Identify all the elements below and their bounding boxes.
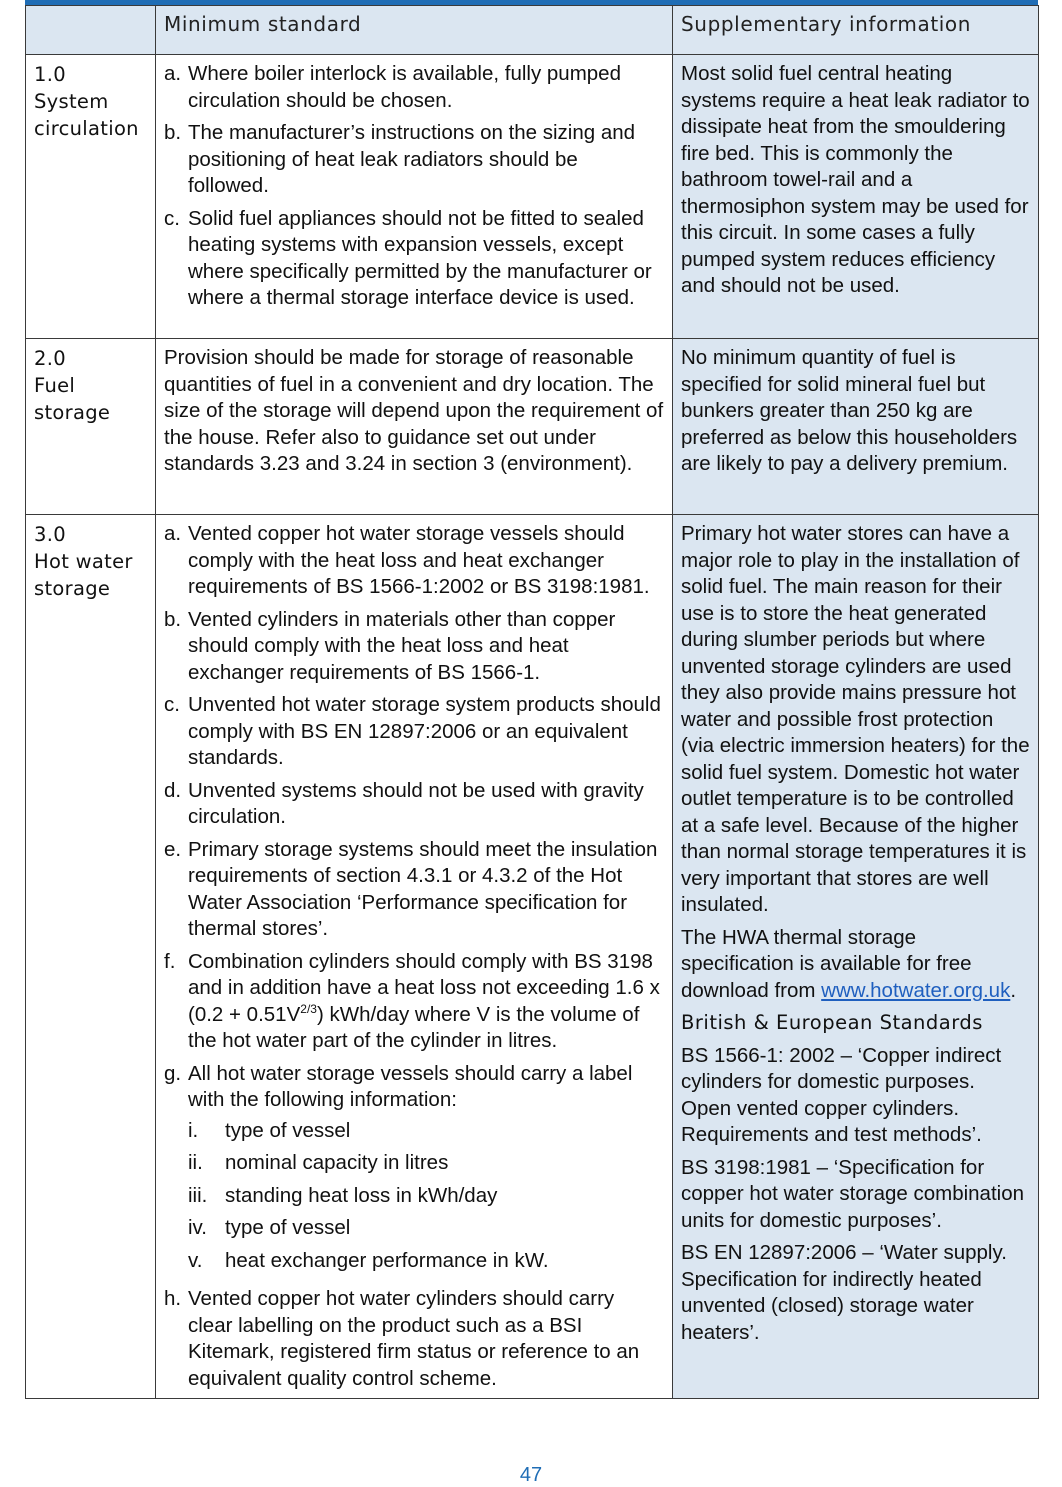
sub-list [164,1118,664,1275]
sub-item-text: type of vessel [225,1216,351,1239]
item-text: Vented cylinders in materials other than copper should comply with the heat loss and heat exchanger requirements of BS 1566-1. [188,607,616,684]
sub-item-marker: ii. [188,1151,203,1174]
table-row [26,515,1039,1399]
item-text: Unvented hot water storage system products should comply with BS EN 12897:2006 or an equivalent standards. [188,693,661,769]
item-marker: b. [164,121,182,144]
row-label [26,55,156,339]
list-item [164,1286,664,1392]
supplementary-text: No minimum quantity of fuel is specified for solid mineral fuel but bunkers greater than 250 kg are preferred as below this householders are likely to pay a delivery premium. [681,346,1018,475]
item-marker: e. [164,837,182,861]
row-title-line: storage [34,577,111,600]
item-text: The manufacturer’s instructions on the sizing and positioning of heat leak radiators should be followed. [188,121,636,197]
item-text: Solid fuel appliances should not be fitted to sealed heating systems with expansion vessels, except where specifically permitted by the manufacturer or where a thermal storage interface device is used. [188,206,652,309]
list-item [164,607,664,687]
standard-reference: BS 1566-1: 2002 – ‘Copper indirect cylinders for domestic purposes. Open vented copper cylinders. Requirements and test methods’. [681,1043,1002,1146]
page-number: 47 [519,1464,543,1486]
header-empty-cell [26,6,156,55]
period: . [1010,978,1017,1002]
sub-list-item [188,1183,664,1210]
supplementary-paragraph: Primary hot water stores can have a major role to play in the installation of solid fuel. The main reason for their use is to store the heat generated during slumber periods but where unvented storage cylinders are used they also provide mains pressure hot water and possible frost protection (via electric immersion heaters) for the solid fuel system. Domestic hot water outlet temperature is to be controlled at a safe level. Because of the higher than normal storage temperatures it is very important that stores are well insulated. [681,522,1030,916]
sub-item-text: standing heat loss in kWh/day [225,1183,498,1207]
sub-list-item [188,1215,664,1242]
row-number: 3.0 [34,523,66,546]
item-marker: b. [164,607,182,631]
sub-item-text: nominal capacity in litres [225,1151,449,1174]
row-title-line: Hot water [34,550,133,573]
table-row [26,55,1039,339]
item-f-text-before: Combination cylinders should comply with BS 3198 and in addition have a heat loss not exceeding 1.6 x (0.2 + 0.51V [188,949,660,1026]
list-item [164,692,664,772]
item-text: Unvented systems should not be used with gravity circulation. [188,778,644,828]
standards-table [25,5,1039,1399]
superscript: 2/3 [300,1001,317,1016]
item-marker: g. [164,1061,182,1085]
sub-item-marker: iii. [188,1183,208,1207]
list-item [164,120,664,200]
list-item [164,61,664,114]
item-marker: d. [164,778,182,802]
supplementary-paragraph [681,925,1030,1005]
item-text: Vented copper hot water cylinders should carry clear labelling on the product such as a BSI Kitemark, registered firm status or reference to an equivalent quality control scheme. [188,1287,640,1390]
header-supplementary-information: Supplementary information [673,6,1039,55]
row-title-line: circulation [34,117,139,140]
list-item [164,949,664,1055]
row-label [26,339,156,515]
standard-reference: BS EN 12897:2006 – ‘Water supply. Specification for indirectly heated unvented (closed) storage water heaters’. [681,1241,1007,1344]
sub-item-marker: iv. [188,1216,207,1239]
sub-list-item [188,1118,664,1145]
download-text: The HWA thermal storage specification is available for free download from [681,925,972,1002]
list-item [164,206,664,312]
hotwater-link[interactable]: www.hotwater.org.uk [821,978,1011,1002]
table-row [26,339,1039,515]
row-title-line: storage [34,401,111,424]
item-marker: a. [164,62,182,85]
supplementary-cell [673,55,1039,339]
sub-list-item [188,1248,664,1275]
sub-item-text: heat exchanger performance in kW. [225,1248,549,1272]
item-text: All hot water storage vessels should carry a label with the following information: [188,1061,633,1111]
item-marker: a. [164,522,182,545]
list-item [164,778,664,831]
row-label [26,515,156,1399]
item-text: Where boiler interlock is available, fully pumped circulation should be chosen. [188,62,621,112]
minimum-standard-cell [156,55,673,339]
row-title-line: Fuel [34,374,76,397]
sub-item-marker: i. [188,1118,199,1142]
item-marker: c. [164,693,180,716]
standards-heading: British & European Standards [681,1011,983,1034]
sub-list-item [188,1150,664,1177]
item-text [188,949,664,1055]
sub-item-text: type of vessel [225,1118,351,1142]
standard-text: Provision should be made for storage of reasonable quantities of fuel in a convenient and dry location. The size of the storage will depend upon the requirement of the house. Refer also to guidance set out under standards 3.23 and 3.24 in section 3 (environment). [164,346,664,475]
item-f-text-after: ) kWh/day where V is the volume of the hot water part of the cylinder in litres. [188,1002,640,1052]
item-text: Primary storage systems should meet the insulation requirements of section 4.3.1 or 4.3.2 of the Hot Water Association ‘Performance specification for thermal stores’. [188,837,658,940]
list-item [164,521,664,601]
standard-reference: BS 3198:1981 – ‘Specification for copper hot water storage combination units for domestic purposes’. [681,1155,1025,1232]
item-text: Vented copper hot water storage vessels should comply with the heat loss and heat exchanger requirements of BS 1566-1:2002 or BS 3198:1981. [188,522,650,598]
list-item [164,837,664,943]
row-title-line: System [34,90,109,113]
list-item [164,1061,664,1114]
row-number: 1.0 [34,63,66,86]
supplementary-text: Most solid fuel central heating systems require a heat leak radiator to dissipate heat from the smouldering fire bed. This is commonly the bathroom towel-rail and a thermosiphon system may be used for this circuit. In some cases a fully pumped system reduces efficiency and should not be used. [681,62,1030,297]
item-marker: c. [164,206,180,230]
row-number: 2.0 [34,347,66,370]
item-marker: f. [164,949,176,973]
minimum-standard-cell [156,339,673,515]
header-minimum-standard: Minimum standard [156,6,673,55]
supplementary-cell [673,339,1039,515]
sub-item-marker: v. [188,1248,203,1272]
supplementary-cell [673,515,1039,1399]
minimum-standard-cell [156,515,673,1399]
item-marker: h. [164,1287,182,1310]
table-header-row [26,6,1039,55]
